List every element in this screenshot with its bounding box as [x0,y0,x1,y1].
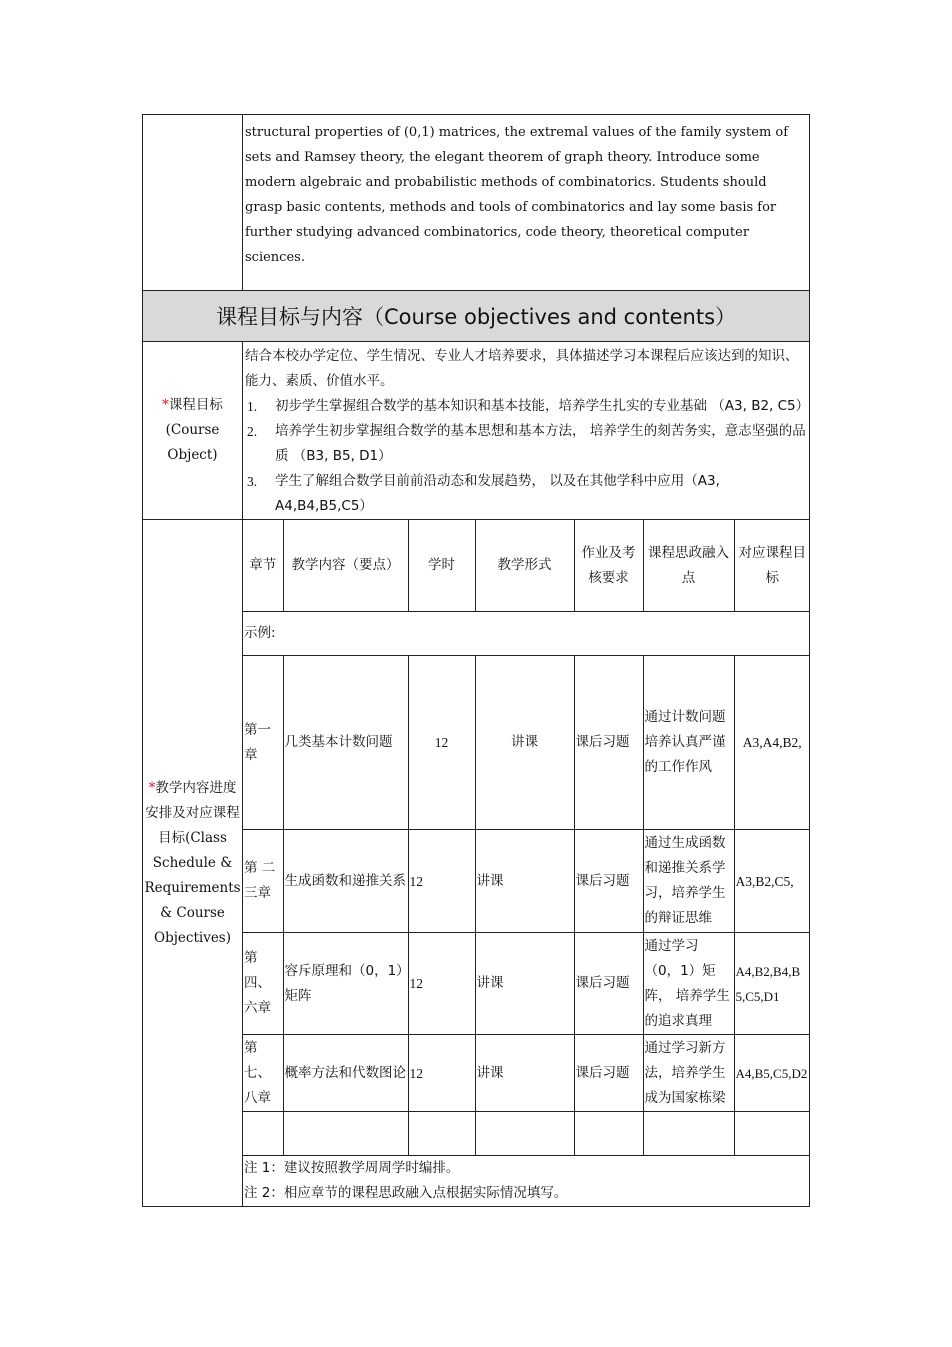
row-chapter: 第 二三章 [243,830,283,933]
row-hours: 12 [408,656,475,830]
empty-cell [283,1112,408,1156]
row-form: 讲课 [475,656,574,830]
row-form: 讲课 [475,933,574,1035]
objectives-content [243,342,810,520]
objective-num: 2. [247,424,258,439]
empty-row [243,1112,810,1156]
row-content: 生成函数和递推关系 [283,830,408,933]
row-hours: 12 [408,933,475,1035]
section-header-row [143,291,810,342]
required-star: * [162,397,169,413]
table-row [243,830,810,933]
header-ideology: 课程思政融入点 [643,520,734,612]
schedule-label [143,520,243,1207]
objective-text: 培养学生初步掌握组合数学的基本思想和基本方法， 培养学生的刻苦务实，意志坚强的品质 （B3, B5, D1） [275,423,806,464]
table-row [243,1035,810,1112]
schedule-label-en: (Class Schedule & Requirements & Course Objectives) [144,829,241,946]
row-chapter: 第四、六章 [243,933,283,1035]
objectives-list [245,394,810,519]
required-star: * [148,779,156,796]
schedule-label-cn: 教学内容进度安排及对应课程目标 [145,779,240,846]
row-objectives: A4,B2,B4,B5,C5,D1 [734,933,810,1035]
row-hours: 12 [408,830,475,933]
objectives-label [143,342,243,520]
objective-text: 初步学生掌握组合数学的基本知识和基本技能，培养学生扎实的专业基础 （A3, B2, C5） [275,398,810,414]
row-homework: 课后习题 [574,656,643,830]
objectives-row [143,342,810,520]
notes-cell [243,1156,810,1207]
intro-text: structural properties of (0,1) matrices, the extremal values of the family system of sets and Ramsey theory, the elegant theorem of graph theory. Introduce some modern algebraic and probabilistic methods of combinatorics. Students should grasp basic contents, methods and tools of combinatorics and lay some basis for further studying advanced combinatorics, code theory, theoretical computer sciences. [243,115,810,291]
example-label: 示例: [243,612,810,656]
header-hours: 学时 [408,520,475,612]
header-homework: 作业及考核要求 [574,520,643,612]
row-ideology: 通过学习（0，1）矩阵， 培养学生的追求真理 [643,933,734,1035]
objective-num: 1. [247,399,258,414]
objectives-label-en: (Course Object) [165,422,220,463]
row-form: 讲课 [475,830,574,933]
header-objectives: 对应课程目标 [734,520,810,612]
row-chapter: 第七、八章 [243,1035,283,1112]
intro-row [143,115,810,291]
schedule-content [243,520,810,1207]
note-1: 注 1：建议按照教学周周学时编排。 [244,1160,460,1176]
row-objectives: A3,A4,B2, [734,656,810,830]
row-homework: 课后习题 [574,1035,643,1112]
objective-item [245,469,807,519]
empty-cell [643,1112,734,1156]
objectives-label-cn: 课程目标 [168,397,223,413]
empty-cell [243,1112,283,1156]
row-hours: 12 [408,1035,475,1112]
section-title: 课程目标与内容（Course objectives and contents） [143,291,810,342]
objective-text: 学生了解组合数学目前前沿动态和发展趋势， 以及在其他学科中应用（A3, A4,B4,B5,C5） [275,473,720,514]
table-row [243,656,810,830]
empty-cell [734,1112,810,1156]
row-chapter: 第一章 [243,656,283,830]
table-row [243,933,810,1035]
intro-label-cell [143,115,243,291]
row-content: 概率方法和代数图论 [283,1035,408,1112]
schedule-table [243,520,810,1206]
course-document [142,114,810,1207]
row-content: 几类基本计数问题 [283,656,408,830]
row-homework: 课后习题 [574,830,643,933]
row-form: 讲课 [475,1035,574,1112]
course-table [142,114,810,1207]
objective-item [245,419,807,469]
objective-num: 3. [247,474,258,489]
schedule-header-row [243,520,810,612]
row-ideology: 通过计数问题培养认真严谨的工作作风 [643,656,734,830]
row-objectives: A4,B5,C5,D2 [734,1035,810,1112]
row-ideology: 通过生成函数和递推关系学习，培养学生的辩证思维 [643,830,734,933]
schedule-row [143,520,810,1207]
note-2: 注 2：相应章节的课程思政融入点根据实际情况填写。 [244,1185,568,1201]
notes-row [243,1156,810,1207]
empty-cell [475,1112,574,1156]
row-objectives: A3,B2,C5, [734,830,810,933]
header-content: 教学内容（要点） [283,520,408,612]
objective-item [245,394,810,419]
objectives-intro: 结合本校办学定位、学生情况、专业人才培养要求，具体描述学习本课程后应该达到的知识、能力、素质、价值水平。 [245,348,799,389]
header-form: 教学形式 [475,520,574,612]
row-homework: 课后习题 [574,933,643,1035]
header-chapter: 章节 [243,520,283,612]
empty-cell [574,1112,643,1156]
row-ideology: 通过学习新方法，培养学生成为国家栋梁 [643,1035,734,1112]
empty-cell [408,1112,475,1156]
row-content: 容斥原理和（0，1）矩阵 [283,933,408,1035]
example-row [243,612,810,656]
